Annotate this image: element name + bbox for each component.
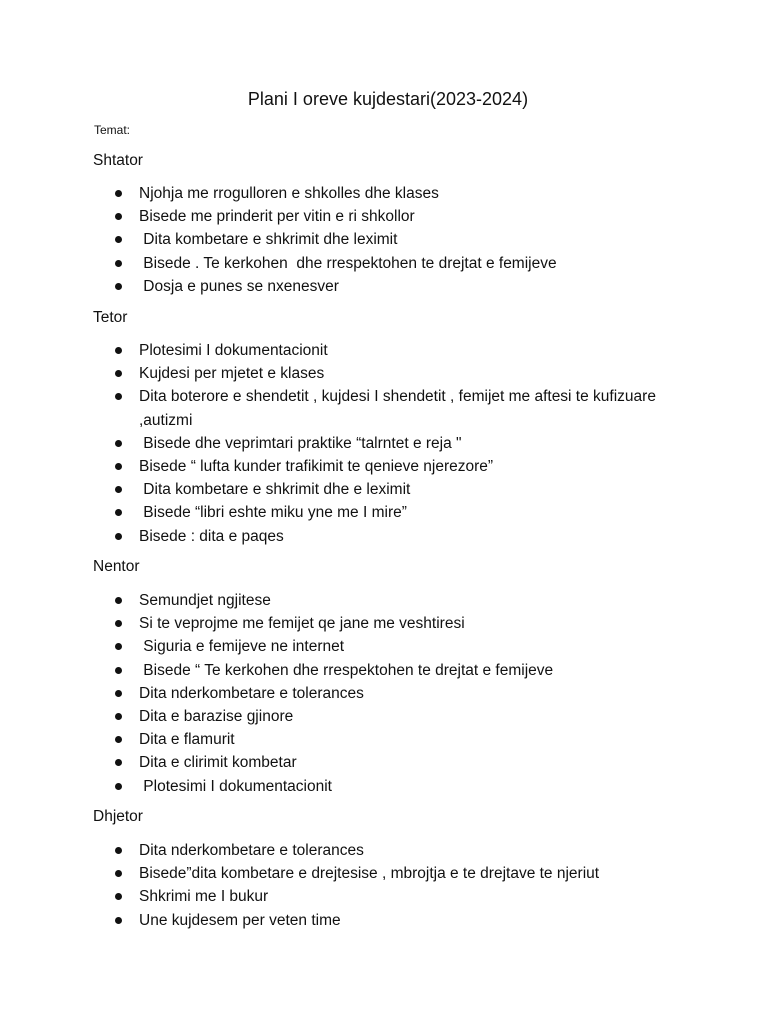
list-item-text: Bisede : dita e paqes — [139, 527, 284, 545]
topics-label: Temat: — [94, 123, 131, 137]
bullet-icon — [115, 509, 122, 516]
bullet-icon — [115, 370, 122, 377]
list-item-text: Bisede “ lufta kunder trafikimit te qenieve njerezore” — [139, 458, 494, 476]
list-item — [112, 228, 672, 251]
bullet-icon — [115, 190, 122, 197]
bullet-icon — [115, 283, 122, 290]
list-item-text: Bisede dhe veprimtari praktike “talrntet e reja " — [139, 434, 462, 452]
list-item — [112, 728, 672, 751]
month-heading-dhjetor: Dhjetor — [93, 808, 143, 825]
bullet-icon — [115, 486, 122, 493]
month-heading-shtator: Shtator — [93, 152, 143, 169]
bullet-icon — [115, 597, 122, 604]
bullet-icon — [115, 463, 122, 470]
bullet-icon — [115, 847, 122, 854]
list-item — [112, 432, 672, 455]
list-item-text: Dita e barazise gjinore — [139, 708, 294, 726]
bullet-icon — [115, 783, 122, 790]
list-item — [112, 455, 672, 478]
list-item — [112, 205, 672, 228]
list-item-text: Bisede”dita kombetare e drejtesise , mbrojtja e te drejtave te njeriut — [139, 865, 600, 883]
list-item-text: Dita e flamurit — [139, 731, 235, 749]
list-item-text: Njohja me rrogulloren e shkolles dhe klases — [139, 185, 439, 202]
topic-list-nentor — [112, 589, 672, 798]
list-item-text: Bisede “libri eshte miku yne me I mire” — [139, 504, 407, 522]
list-item — [112, 478, 672, 501]
list-item-text: Dita boterore e shendetit , kujdesi I shendetit , femijet me aftesi te kufizuare ,autizmi — [139, 388, 661, 429]
list-item-text: Siguria e femijeve ne internet — [139, 638, 345, 656]
bullet-icon — [115, 736, 122, 743]
list-item-text: Dosja e punes se nxenesver — [139, 277, 339, 295]
month-heading-nentor: Nentor — [93, 558, 140, 575]
bullet-icon — [115, 236, 122, 243]
document-title: Plani I oreve kujdestari(2023-2024) — [247, 89, 529, 109]
bullet-icon — [115, 533, 122, 540]
list-item — [112, 501, 672, 524]
list-item — [112, 862, 672, 885]
list-item-text: Bisede me prinderit per vitin e ri shkollor — [139, 208, 415, 226]
list-item-text: Plotesimi I dokumentacionit — [139, 777, 332, 795]
list-item — [112, 339, 672, 362]
list-item-text: Bisede . Te kerkohen dhe rrespektohen te drejtat e femijeve — [139, 254, 557, 272]
bullet-icon — [115, 713, 122, 720]
list-item — [112, 705, 672, 728]
bullet-icon — [115, 260, 122, 267]
bullet-icon — [115, 667, 122, 674]
list-item — [112, 909, 672, 932]
list-item-text: Si te veprojme me femijet qe jane me veshtiresi — [139, 615, 465, 633]
topic-list-shtator — [112, 182, 672, 298]
list-item — [112, 275, 672, 298]
list-item-text: Dita e clirimit kombetar — [139, 754, 297, 772]
list-item-text: Dita nderkombetare e tolerances — [139, 842, 364, 859]
bullet-icon — [115, 759, 122, 766]
bullet-icon — [115, 917, 122, 924]
list-item — [112, 839, 672, 862]
list-item — [112, 775, 672, 798]
bullet-icon — [115, 893, 122, 900]
list-item — [112, 182, 672, 205]
list-item — [112, 385, 672, 431]
bullet-icon — [115, 690, 122, 697]
topic-list-dhjetor — [112, 839, 672, 932]
bullet-icon — [115, 393, 122, 400]
list-item — [112, 362, 672, 385]
list-item-text: Dita kombetare e shkrimit dhe e leximit — [139, 481, 411, 499]
list-item-text: Semundjet ngjitese — [139, 592, 271, 609]
bullet-icon — [115, 620, 122, 627]
list-item — [112, 525, 672, 548]
bullet-icon — [115, 347, 122, 354]
list-item — [112, 589, 672, 612]
list-item — [112, 885, 672, 908]
list-item-text: Kujdesi per mjetet e klases — [139, 365, 325, 383]
list-item-text: Shkrimi me I bukur — [139, 888, 269, 906]
list-item — [112, 659, 672, 682]
list-item-text: Une kujdesem per veten time — [139, 911, 341, 929]
list-item — [112, 751, 672, 774]
list-item — [112, 612, 672, 635]
list-item-text: Plotesimi I dokumentacionit — [139, 342, 328, 359]
list-item — [112, 252, 672, 275]
list-item-text: Bisede “ Te kerkohen dhe rrespektohen te drejtat e femijeve — [139, 661, 554, 679]
list-item-text: Dita kombetare e shkrimit dhe leximit — [139, 231, 398, 249]
month-heading-tetor: Tetor — [93, 309, 128, 326]
topic-list-tetor — [112, 339, 672, 548]
bullet-icon — [115, 440, 122, 447]
bullet-icon — [115, 643, 122, 650]
bullet-icon — [115, 213, 122, 220]
bullet-icon — [115, 870, 122, 877]
list-item-text: Dita nderkombetare e tolerances — [139, 684, 364, 702]
list-item — [112, 682, 672, 705]
list-item — [112, 635, 672, 658]
